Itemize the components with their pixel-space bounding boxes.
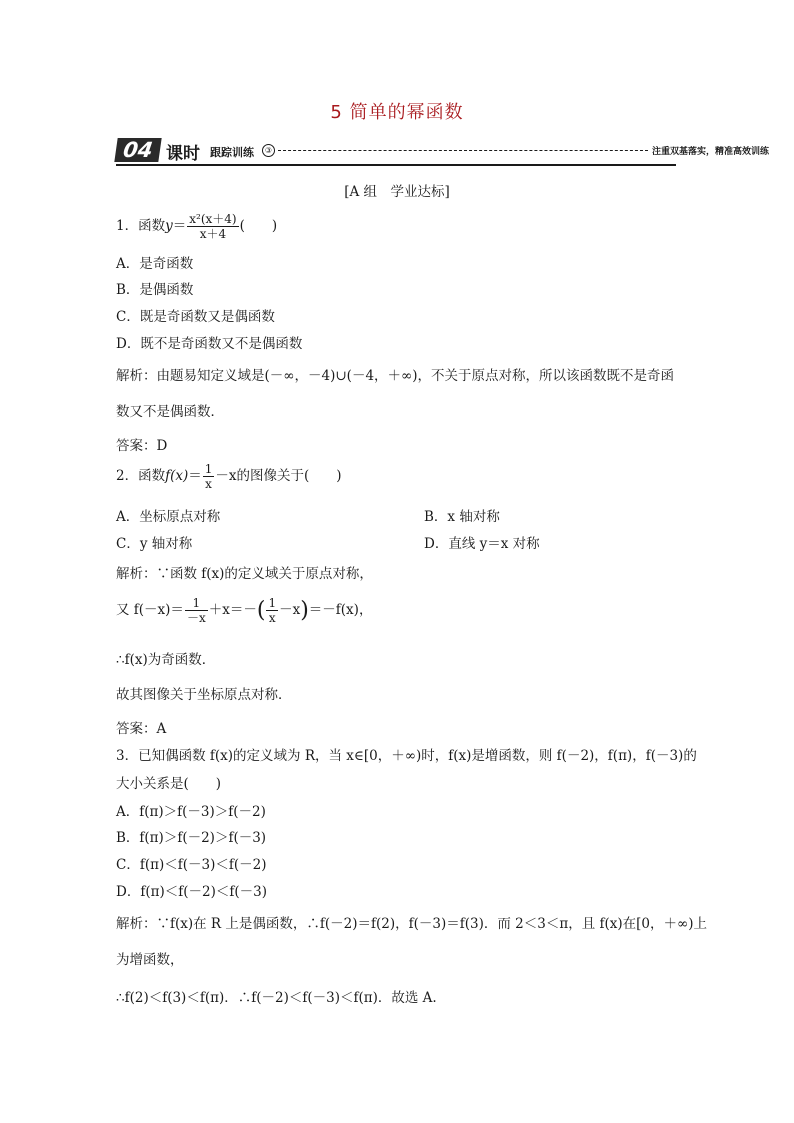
q2-analysis-line-3: ∴f(x)为奇函数． bbox=[116, 652, 216, 668]
q2-a2-inner-den: x bbox=[268, 611, 276, 625]
q3-option-a: A．f(π)＞f(－3)＞f(－2) bbox=[116, 804, 266, 820]
q2-suffix: 的图像关于( ) bbox=[236, 468, 342, 484]
section-heading: [A 组 学业达标] bbox=[344, 184, 450, 200]
q1-analysis-line-1: 解析：由题易知定义域是(－∞，－4)∪(－4，＋∞)，不关于原点对称，所以该函数既不是奇函 bbox=[116, 368, 675, 384]
q2-left-paren: ( bbox=[256, 598, 266, 623]
q2-a2-inner-num: 1 bbox=[268, 596, 277, 610]
q2-analysis-line-2 bbox=[116, 596, 372, 625]
q2-frac-num: 1 bbox=[204, 462, 213, 476]
q1-analysis-line-2: 数又不是偶函数． bbox=[116, 404, 224, 420]
q2-a2-inner-minus: －x bbox=[279, 602, 301, 618]
q1-answer: 答案：D bbox=[116, 438, 168, 454]
lesson-label: 课时 bbox=[166, 144, 200, 164]
q1-eq: ＝ bbox=[172, 218, 187, 234]
q2-option-d: D．直线 y＝x 对称 bbox=[424, 536, 540, 552]
q2-option-b: B．x 轴对称 bbox=[424, 509, 500, 525]
q2-prefix: 2．函数 bbox=[116, 468, 166, 484]
question-3-stem-line-2: 大小关系是( ) bbox=[116, 776, 222, 792]
lesson-number: 04 bbox=[114, 138, 161, 162]
q2-option-c: C．y 轴对称 bbox=[116, 536, 193, 552]
q1-option-b: B．是偶函数 bbox=[116, 282, 194, 298]
q2-fraction bbox=[203, 462, 215, 491]
training-label: 跟踪训练 bbox=[210, 146, 254, 159]
q3-option-c: C．f(π)＜f(－3)＜f(－2) bbox=[116, 857, 267, 873]
banner-slogan: 注重双基落实，精准高效训练 bbox=[652, 147, 770, 157]
q2-a2-den: －x bbox=[186, 611, 206, 625]
q2-right-paren: ) bbox=[300, 598, 309, 623]
banner-rule bbox=[116, 164, 676, 166]
q3-option-b: B．f(π)＞f(－2)＞f(－3) bbox=[116, 830, 267, 846]
q3-analysis-line-2: 为增函数， bbox=[116, 952, 184, 968]
q2-eq: ＝ bbox=[188, 468, 202, 484]
question-1-stem bbox=[116, 212, 277, 241]
q2-minus-x: －x bbox=[215, 468, 237, 484]
q2-analysis-line-4: 故其图像关于坐标原点对称． bbox=[116, 687, 292, 703]
q2-answer: 答案：A bbox=[116, 721, 167, 737]
question-3-stem-line-1: 3．已知偶函数 f(x)的定义域为 R，当 x∈[0，＋∞)时，f(x)是增函数，则 f(－2)，f(π)，f(－3)的 bbox=[116, 748, 697, 764]
q2-analysis-line-1: 解析：∵函数 f(x)的定义域关于原点对称， bbox=[116, 566, 373, 582]
q1-prefix: 1．函数 bbox=[116, 218, 166, 234]
circle-number-icon: ③ bbox=[262, 144, 275, 157]
q3-analysis-line-1: 解析：∵f(x)在 R 上是偶函数，∴f(－2)＝f(2)，f(－3)＝f(3)．而 2＜3＜π，且 f(x)在[0，＋∞)上 bbox=[116, 916, 708, 932]
q2-a2-num: 1 bbox=[185, 596, 208, 611]
q2-a2-inner-fraction bbox=[266, 596, 278, 625]
page-title: 5 简单的幂函数 bbox=[330, 102, 464, 123]
q1-frac-num: x²(x＋4) bbox=[189, 212, 237, 226]
q2-frac-den: x bbox=[205, 477, 212, 491]
q2-fx: f(x) bbox=[165, 468, 189, 484]
q1-option-d: D．既不是奇函数又不是偶函数 bbox=[116, 336, 303, 352]
q2-a2-suffix: ＝－f(x)， bbox=[308, 602, 373, 618]
q1-func-y: y bbox=[165, 218, 173, 234]
q2-a2-mid: ＋x＝－ bbox=[208, 602, 257, 618]
question-2-stem bbox=[116, 462, 342, 491]
q1-blank: ( ) bbox=[239, 218, 278, 234]
q2-a2-fraction bbox=[185, 596, 208, 625]
q2-a2-prefix: 又 f(－x)＝ bbox=[116, 602, 184, 618]
q1-option-a: A．是奇函数 bbox=[116, 256, 194, 272]
q1-frac-den: x＋4 bbox=[199, 227, 227, 241]
q3-option-d: D．f(π)＜f(－2)＜f(－3) bbox=[116, 884, 267, 900]
q1-fraction bbox=[187, 212, 238, 241]
lesson-banner bbox=[116, 138, 770, 166]
q1-option-c: C．既是奇函数又是偶函数 bbox=[116, 309, 275, 325]
q2-option-a: A．坐标原点对称 bbox=[116, 509, 221, 525]
q3-analysis-line-3: ∴f(2)＜f(3)＜f(π)．∴f(－2)＜f(－3)＜f(π)．故选 A. bbox=[116, 990, 437, 1006]
dashed-divider bbox=[278, 150, 648, 151]
